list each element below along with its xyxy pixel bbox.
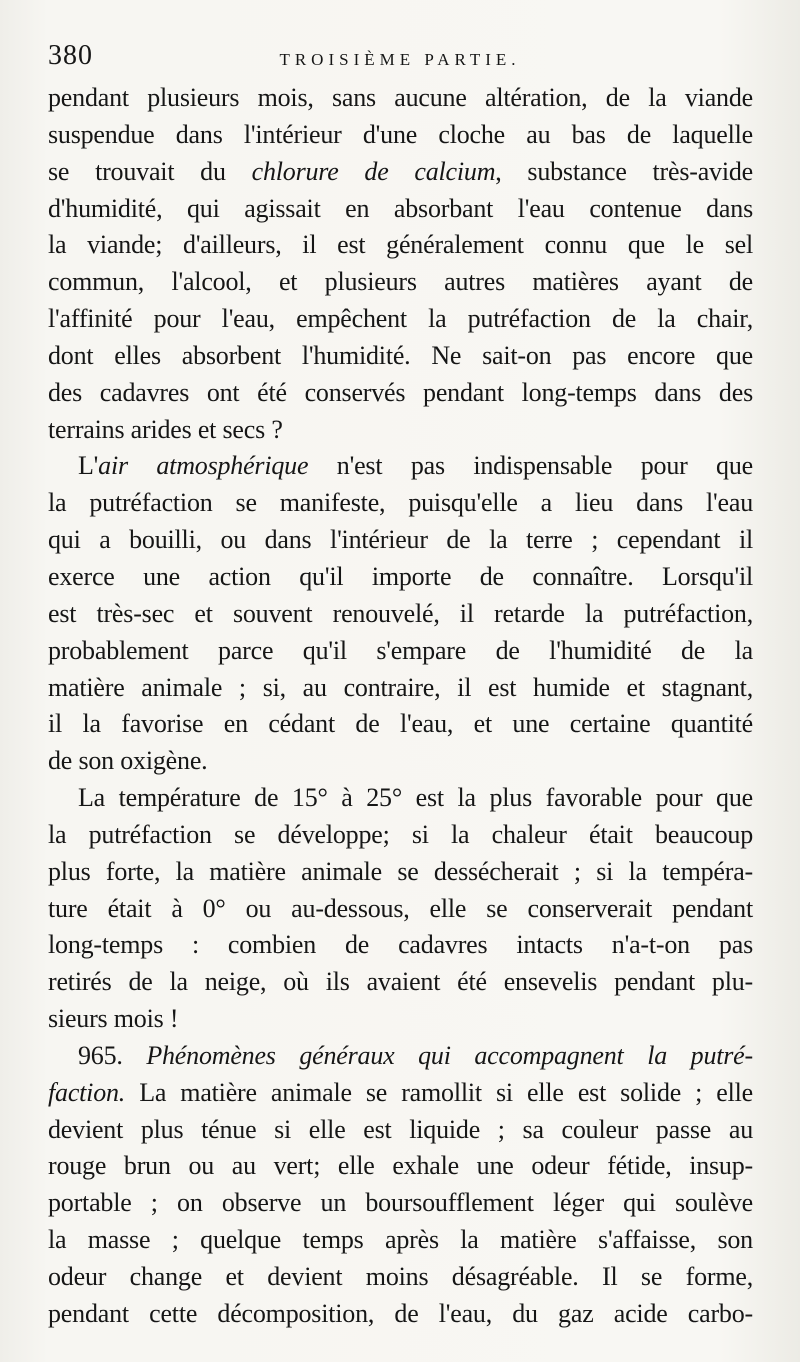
text-run: probablement parce qu'il s'empare de l'humidité de la <box>48 635 753 665</box>
text-line <box>48 1259 753 1296</box>
text-run: de son oxigène. <box>48 746 208 776</box>
text-line <box>48 448 753 485</box>
text-line <box>48 670 753 707</box>
text-line <box>48 412 753 449</box>
text-line <box>48 1185 753 1222</box>
text-run: la viande; d'ailleurs, il est généralement connu que le sel <box>48 230 753 260</box>
page-header <box>48 40 752 80</box>
text-run: devient plus ténue si elle est liquide ; sa couleur passe au <box>48 1114 753 1144</box>
text-run: sieurs mois ! <box>48 1004 179 1034</box>
italic-run: chlorure de calcium <box>251 156 496 186</box>
italic-run: air atmosphérique <box>98 451 309 481</box>
text-run: 965. <box>78 1040 147 1070</box>
text-run: d'humidité, qui agissait en absorbant l'eau contenue dans <box>48 193 753 223</box>
text-line <box>48 1075 753 1112</box>
text-line <box>48 854 753 891</box>
text-line <box>48 117 753 154</box>
running-head: TROISIÈME PARTIE. <box>279 50 521 69</box>
text-run: ture était à 0° ou au-dessous, elle se conserverait pendant <box>48 893 753 923</box>
text-line <box>48 817 753 854</box>
text-run: des cadavres ont été conservés pendant long-temps dans des <box>48 377 753 407</box>
text-run: , substance très-avide <box>495 156 754 186</box>
text-line <box>48 154 753 191</box>
text-run: suspendue dans l'intérieur d'une cloche au bas de laquelle <box>48 119 753 149</box>
text-run: matière animale ; si, au contraire, il est humide et stagnant, <box>48 672 753 702</box>
text-line <box>48 559 753 596</box>
text-run: terrains arides et secs ? <box>48 414 283 444</box>
text-run: La température de 15° à 25° est la plus favorable pour que <box>78 783 753 813</box>
text-line <box>48 1148 753 1185</box>
text-run: plus forte, la matière animale se dessécherait ; si la tempéra- <box>48 856 753 886</box>
text-run: qui a bouilli, ou dans l'intérieur de la terre ; cependant il <box>48 525 753 555</box>
text-line <box>48 338 753 375</box>
text-line <box>48 227 753 264</box>
text-run: retirés de la neige, où ils avaient été ensevelis pendant plu- <box>48 967 753 997</box>
page-number: 380 <box>48 40 93 71</box>
text-line <box>48 522 753 559</box>
text-line <box>48 191 753 228</box>
text-line <box>48 743 753 780</box>
text-run: la masse ; quelque temps après la matière s'affaisse, son <box>48 1225 753 1255</box>
text-run: dont elles absorbent l'humidité. Ne sait-on pas encore que <box>48 340 753 370</box>
text-run: odeur change et devient moins désagréable. Il se forme, <box>48 1262 753 1291</box>
body-text <box>48 80 753 1333</box>
text-line <box>48 80 753 117</box>
text-line <box>48 1038 753 1075</box>
text-run: la putréfaction se développe; si la chaleur était beaucoup <box>48 819 753 849</box>
text-run: la putréfaction se manifeste, puisqu'elle a lieu dans l'eau <box>48 488 753 518</box>
text-run: pendant plusieurs mois, sans aucune altération, de la viande <box>48 83 753 112</box>
text-line <box>48 1296 753 1333</box>
text-run: La matière animale se ramollit si elle est solide ; elle <box>125 1077 753 1107</box>
text-line <box>48 706 753 743</box>
text-line <box>48 633 753 670</box>
text-run: l'affinité pour l'eau, empêchent la putréfaction de la chair, <box>48 304 753 334</box>
text-line <box>48 301 753 338</box>
text-line <box>48 596 753 633</box>
italic-run: Phénomènes généraux qui accompagnent la putré- <box>146 1040 753 1070</box>
text-line <box>48 964 753 1001</box>
text-line <box>48 891 753 928</box>
text-run: long-temps : combien de cadavres intacts n'a-t-on pas <box>48 930 753 960</box>
text-line <box>48 927 753 964</box>
text-line <box>48 1222 753 1259</box>
text-line <box>48 1112 753 1149</box>
text-run: L' <box>78 451 99 481</box>
italic-run: faction. <box>48 1077 126 1107</box>
text-line <box>48 375 753 412</box>
text-line <box>48 780 753 817</box>
text-line <box>48 264 753 301</box>
text-run: portable ; on observe un boursoufflement léger qui soulève <box>48 1188 753 1218</box>
text-run: pendant cette décomposition, de l'eau, du gaz acide carbo- <box>48 1298 753 1328</box>
text-run: se trouvait du <box>48 156 252 186</box>
text-run: est très-sec et souvent renouvelé, il retarde la putréfaction, <box>48 598 753 628</box>
text-run: rouge brun ou au vert; elle exhale une odeur fétide, insup- <box>48 1151 753 1181</box>
text-run: il la favorise en cédant de l'eau, et une certaine quantité <box>48 709 753 739</box>
text-run: commun, l'alcool, et plusieurs autres matières ayant de <box>48 267 753 297</box>
text-line <box>48 485 753 522</box>
text-run: n'est pas indispensable pour que <box>308 451 753 481</box>
text-line <box>48 1001 753 1038</box>
text-run: exerce une action qu'il importe de connaître. Lorsqu'il <box>48 561 753 591</box>
